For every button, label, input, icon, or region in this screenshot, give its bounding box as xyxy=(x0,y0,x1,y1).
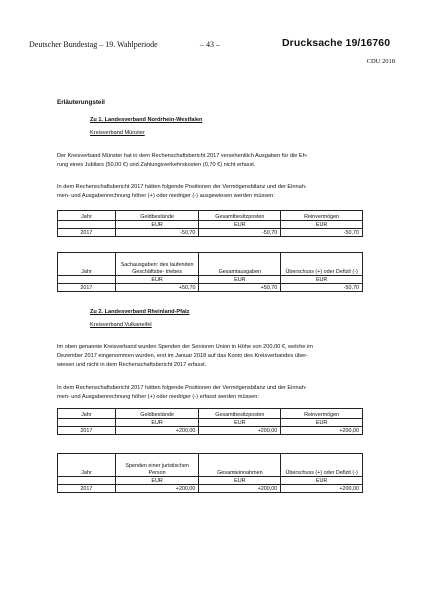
part2-paragraph-1-line-2: Dezember 2017 eingenommen wurden, erst im Januar 2018 auf das Konto des Kreisverbandes über- xyxy=(57,353,308,359)
section-title: Erläuterungsteil xyxy=(57,99,105,106)
col-header-net-assets: Reinvermögen xyxy=(281,409,363,419)
unit-cell: EUR xyxy=(199,419,281,427)
col-header-year: Jahr xyxy=(58,454,116,477)
col-header-total-expenses: Gesamtausgaben xyxy=(199,253,281,276)
page-number: – 43 – xyxy=(200,40,220,49)
header-left: Deutscher Bundestag – 19. Wahlperiode xyxy=(29,40,158,49)
unit-cell: EUR xyxy=(115,221,199,229)
unit-cell: EUR xyxy=(281,276,363,284)
table-cell-value: -50,70 xyxy=(115,229,199,237)
table-cell-value: +200,00 xyxy=(199,485,281,493)
col-header-surplus-deficit: Überschuss (+) oder Defizit (-) xyxy=(281,253,363,276)
table-cell-value: -50,70 xyxy=(281,284,363,292)
table-cell-value: +200,00 xyxy=(199,427,281,435)
unit-cell: EUR xyxy=(199,276,281,284)
table-balance-muenster xyxy=(57,210,363,237)
part2-paragraph-1-line-3: wiesen und nicht in dem Rechenschaftsbericht 2017 erfasst. xyxy=(57,362,207,368)
unit-cell: EUR xyxy=(281,477,363,485)
col-header-cash: Geldbestände xyxy=(115,409,199,419)
part2-subheading: Kreisverband Vulkaneifel xyxy=(90,322,152,328)
table-balance-vulkaneifel xyxy=(57,408,363,435)
table-cell-value: +50,70 xyxy=(115,284,199,292)
unit-cell: EUR xyxy=(281,221,363,229)
table-income-vulkaneifel xyxy=(57,453,363,493)
unit-cell: EUR xyxy=(199,477,281,485)
table-income-muenster xyxy=(57,252,363,292)
table-cell-value: +200,00 xyxy=(281,427,363,435)
col-header-surplus-deficit: Überschuss (+) oder Defizit (-) xyxy=(281,454,363,477)
table-cell-year: 2017 xyxy=(58,427,116,435)
part1-heading: Zu 1. Landesverband Nordrhein-Westfalen xyxy=(90,117,203,123)
document-number xyxy=(282,37,390,49)
part1-subheading: Kreisverband Münster xyxy=(90,130,145,136)
part2-paragraph-1-line-1: Im oben genannte Kreisverband wurden Spenden der Senioren Union in Höhe von 200,00 €, welche im xyxy=(57,344,313,350)
part1-paragraph-2-line-1: In dem Rechenschaftsbericht 2017 hätten folgende Positionen der Vermögensbilanz und der Einnah- xyxy=(57,184,307,190)
document-id: 16760 xyxy=(360,37,391,49)
col-header-donations-legal-person: Spenden einer juristischen Person xyxy=(115,454,199,477)
col-header-total-income: Gesamteinnahmen xyxy=(199,454,281,477)
unit-cell: EUR xyxy=(115,419,199,427)
table-cell-value: +200,00 xyxy=(115,427,199,435)
col-header-total-assets: Gesamtbesitzposten xyxy=(199,409,281,419)
table-cell-year: 2017 xyxy=(58,229,116,237)
unit-cell xyxy=(58,221,116,229)
part1-paragraph-1-line-1: Der Kreisverband Münster hat in dem Rechenschaftsbericht 2017 versehentlich Ausgaben für die Eh- xyxy=(57,153,308,159)
unit-cell xyxy=(58,419,116,427)
table-cell-value: +200,00 xyxy=(281,485,363,493)
part2-paragraph-2-line-1: In dem Rechenschaftsbericht 2017 hätten folgende Positionen der Vermögensbilanz und der Einnah- xyxy=(57,385,307,391)
col-header-year: Jahr xyxy=(58,253,116,276)
unit-cell: EUR xyxy=(281,419,363,427)
table-cell-value: +50,70 xyxy=(199,284,281,292)
col-header-year: Jahr xyxy=(58,409,116,419)
part2-paragraph-2-line-2: men- und Ausgabenrechnung höher (+) oder niedriger (-) erfasst werden müssen: xyxy=(57,394,259,400)
unit-cell: EUR xyxy=(115,276,199,284)
part2-heading: Zu 2. Landesverband Rheinland-Pfalz xyxy=(90,309,190,315)
part1-paragraph-1-line-2: rung eines Jubilars (50,00 €) und Zahlungsverkehrskosten (0,70 €) nicht erfasst. xyxy=(57,162,256,168)
unit-cell xyxy=(58,477,116,485)
col-header-net-assets: Reinvermögen xyxy=(281,211,363,221)
table-cell-value: +200,00 xyxy=(115,485,199,493)
col-header-cash: Geldbestände xyxy=(115,211,199,221)
part1-paragraph-2-line-2: men- und Ausgabenrechnung höher (+) oder niedriger (-) ausgewiesen werden müssen: xyxy=(57,193,275,199)
unit-cell: EUR xyxy=(115,477,199,485)
col-header-year: Jahr xyxy=(58,211,116,221)
col-header-total-assets: Gesamtbesitzposten xyxy=(199,211,281,221)
col-header-operating-expenses: Sachausgaben: des laufenden Geschäftsbe- triebes xyxy=(115,253,199,276)
header-sub: CDU 2018 xyxy=(366,58,395,65)
unit-cell: EUR xyxy=(199,221,281,229)
document-prefix: Drucksache 19/ xyxy=(282,37,361,49)
table-cell-value: -50,70 xyxy=(199,229,281,237)
table-cell-value: -50,70 xyxy=(281,229,363,237)
unit-cell xyxy=(58,276,116,284)
table-cell-year: 2017 xyxy=(58,485,116,493)
table-cell-year: 2017 xyxy=(58,284,116,292)
